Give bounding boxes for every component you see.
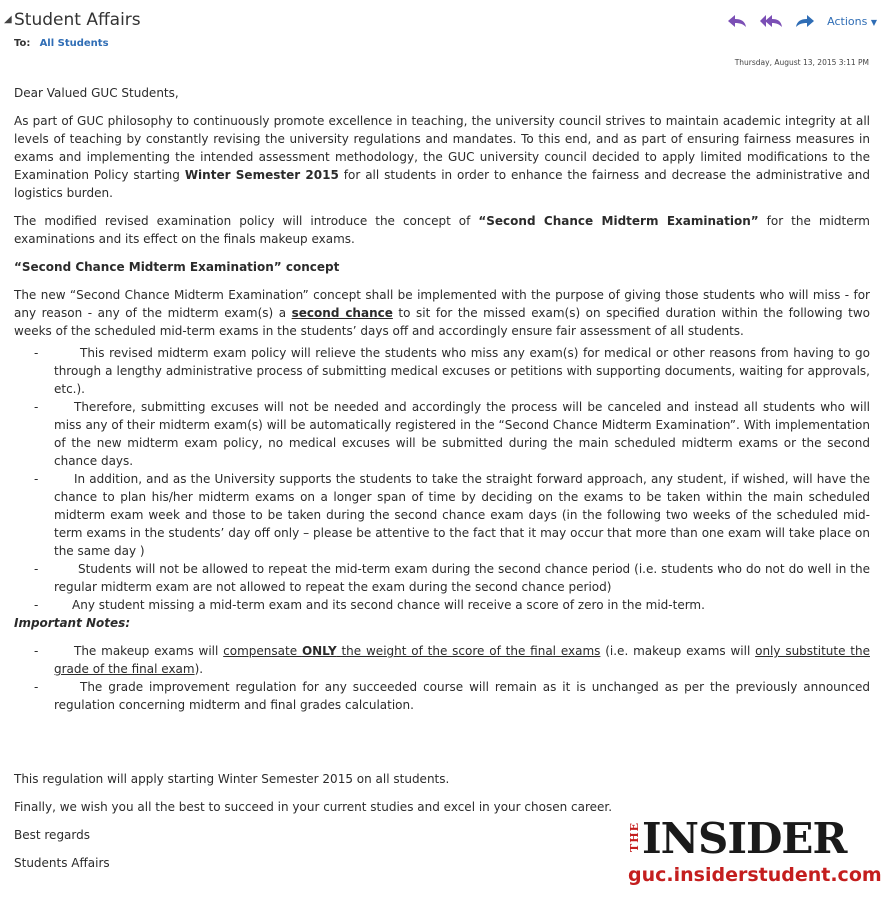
closing-line: This regulation will apply starting Winter Semester 2015 on all students. [14,772,450,786]
notes-list [14,642,870,714]
paragraph-policy: The modified revised examination policy will introduce the concept of “Second Chance Midterm Examination” for the midterm examinations and its effect on the finals makeup exams. [14,214,870,246]
logo-the: THE [628,822,641,852]
list-item: - The grade improvement regulation for any succeeded course will remain as it is unchanged as per the previously announced regulation concerning midterm and final grades calculation. [34,680,870,712]
chevron-down-icon: ▼ [870,17,877,27]
policy-bullet-list [14,344,870,614]
closing-line: Finally, we wish you all the best to succeed in your current studies and excel in your chosen career. [14,800,613,814]
signature: Students Affairs [14,856,110,870]
logo-url: guc.insiderstudent.com [628,864,882,886]
collapse-arrow-icon[interactable]: ◢ [4,14,12,25]
actions-label: Actions [827,14,868,28]
actions-bar [727,14,877,28]
paragraph-intro: As part of GUC philosophy to continuously promote excellence in teaching, the university council strives to maintain academic integrity at all levels of teaching by constantly revising the university regulations and mandates. To this end, and as part of ensuring fairness measures in exams and implementing the intended assessment methodology, the GUC university council decided to apply limited modifications to the Examination Policy starting Winter Semester 2015 for all students in order to enhance the fairness and decrease the administrative and logistics burden. [14,114,870,200]
message-closing [14,770,612,882]
greeting: Dear Valued GUC Students, [14,86,179,100]
logo-main: INSIDER [642,814,847,863]
list-item: - This revised midterm exam policy will relieve the students who miss any exam(s) for medical or other reasons from having to go through a lengthy administrative process of submitting medical excuses or petitions with supporting documents, waiting for approvals, etc.). [34,346,870,396]
list-item: - In addition, and as the University supports the students to take the straight forward approach, any student, if wished, will have the chance to plan his/her midterm exams on a longer span of time by deciding on the exams to be taken within the main scheduled midterm exam week and those to be taken during the second chance exam days (in the following two weeks of the scheduled mid-term exams in the students’ day off only – please be attentive to the fact that it may occur that more than one exam will take place on the same day ) [34,472,870,558]
reply-icon[interactable] [727,14,747,28]
list-item: - Any student missing a mid-term exam and its second chance will receive a score of zero in the mid-term. [34,598,705,612]
list-item: - Therefore, submitting excuses will not be needed and accordingly the process will be canceled and instead all students who will miss any of their midterm exam(s) will be automatically registered in the “Second Chance Midterm Examination”. With implementation of the new midterm exam policy, no medical excuses will be submitted during the main scheduled midterm exams or the second chance days. [34,400,870,468]
paragraph-concept: The new “Second Chance Midterm Examination” concept shall be implemented with the purpose of giving those students who will miss - for any reason - any of the midterm exam(s) a second chance to sit for the missed exam(s) on specified duration within the following two weeks of the scheduled mid-term exams in the students’ days off and accordingly ensure fair assessment of all students. [14,288,871,338]
message-header [0,0,889,70]
section-heading: “Second Chance Midterm Examination” concept [14,260,340,274]
reply-all-icon[interactable] [759,14,783,28]
message-body [14,84,870,714]
list-item: - Students will not be allowed to repeat the mid-term exam during the second chance period (i.e. students who do not do well in the regular midterm exam are not allowed to repeat the exam during the second chance period) [34,562,870,594]
to-label: To: [14,38,31,49]
message-date: Thursday, August 13, 2015 3:11 PM [734,58,869,67]
forward-icon[interactable] [795,14,815,28]
actions-menu[interactable] [827,15,877,28]
message-subject: Student Affairs [14,10,141,30]
insider-watermark-logo [628,814,882,890]
closing-line: Best regards [14,828,91,842]
list-item: - The makeup exams will compensate ONLY the weight of the score of the final exams (i.e. makeup exams will only substitute the grade of the final exam). [34,644,870,676]
recipient-line [14,38,109,49]
notes-heading: Important Notes: [14,616,131,630]
recipient-link[interactable]: All Students [39,38,109,49]
